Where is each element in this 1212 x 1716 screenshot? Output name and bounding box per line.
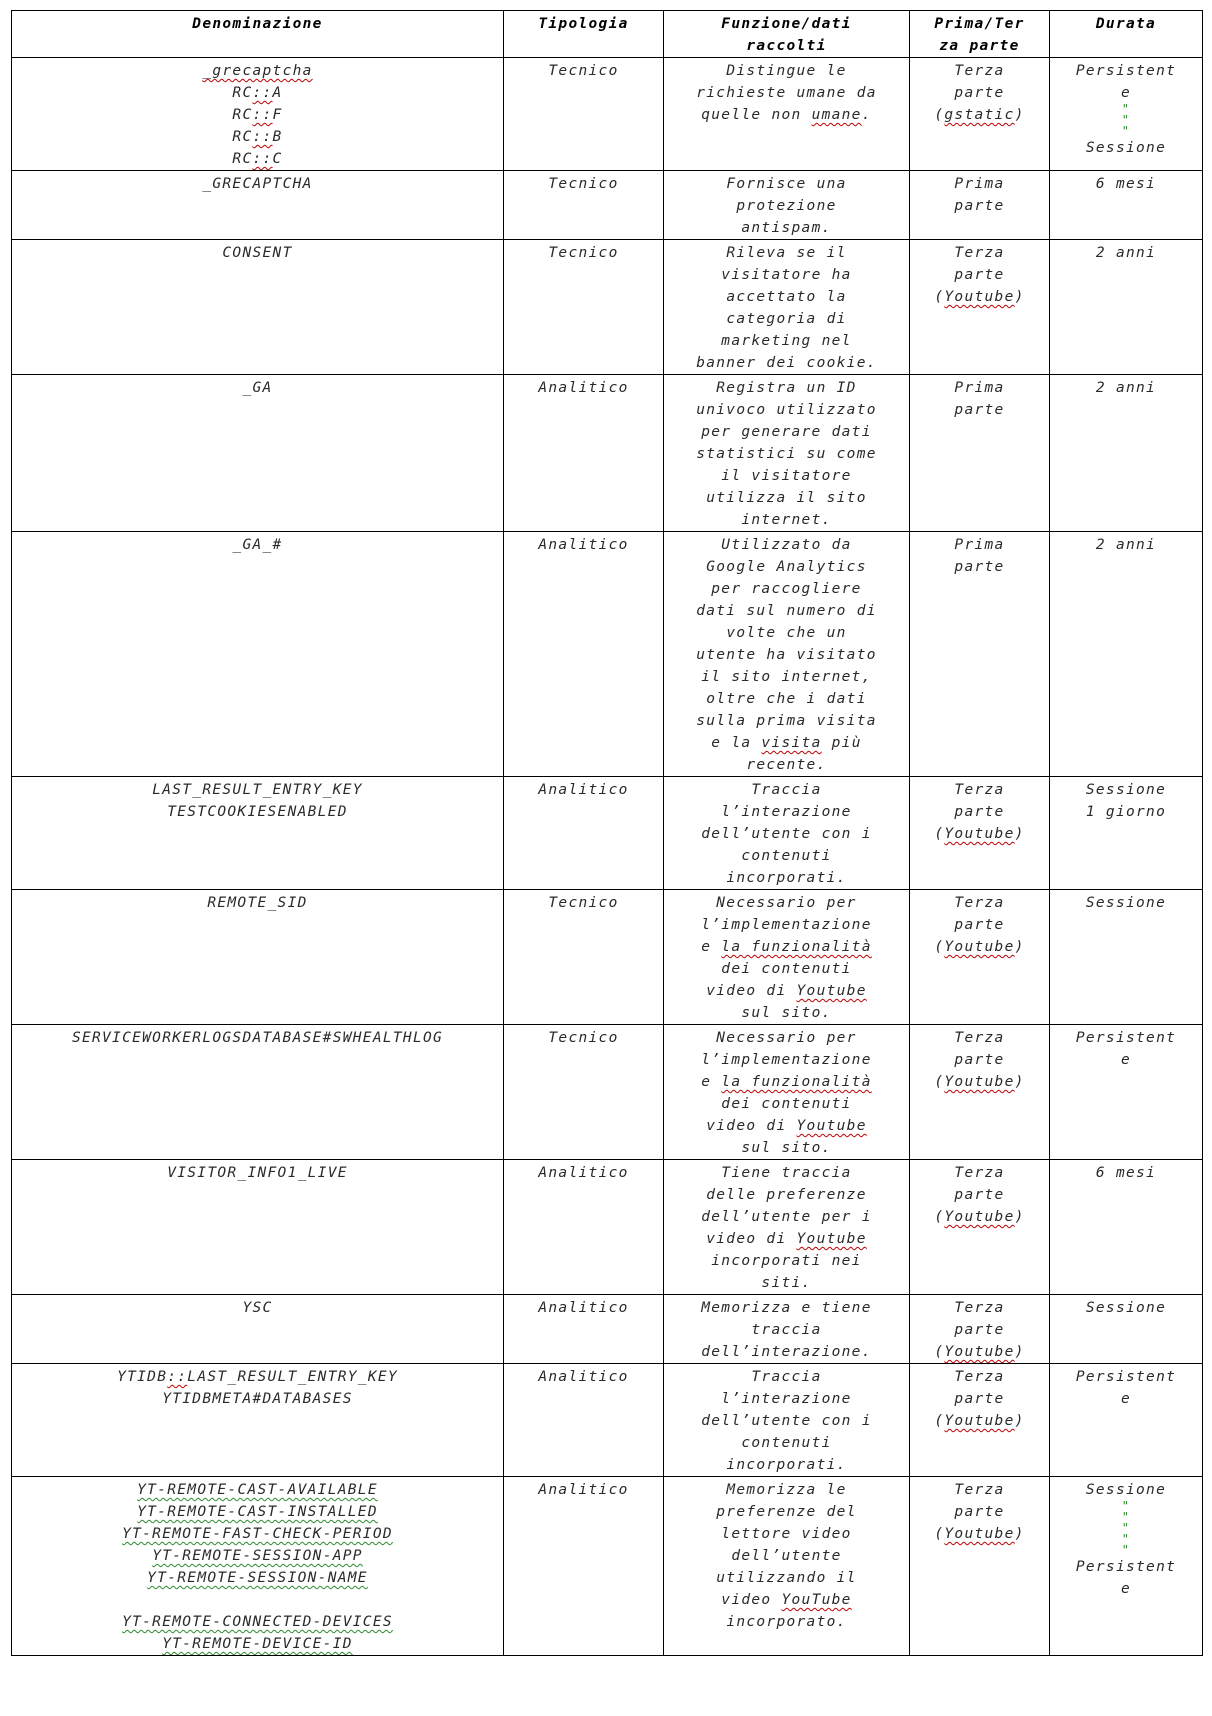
cell-line: Analitico xyxy=(538,1482,629,1498)
cell-line: YT-REMOTE-CONNECTED-DEVICES xyxy=(122,1614,393,1630)
cookie-function-cell xyxy=(664,1025,910,1160)
table-row xyxy=(12,1477,1203,1656)
cell-line: il visitatore xyxy=(721,468,852,484)
cell-line: Analitico xyxy=(538,1369,629,1385)
cell-line: raccolti xyxy=(746,38,827,54)
cell-line: video di Youtube xyxy=(706,1118,867,1134)
cell-line: Funzione/dati xyxy=(721,16,852,32)
cell-line: " xyxy=(1121,113,1131,127)
cell-line: contenuti xyxy=(741,848,832,864)
cell-line: Tiene traccia xyxy=(721,1165,852,1181)
cookie-name-cell xyxy=(12,171,504,240)
cookie-type-cell xyxy=(504,1025,664,1160)
cell-line: LAST_RESULT_ENTRY_KEY xyxy=(152,782,363,798)
table-row xyxy=(12,890,1203,1025)
cell-line: Tecnico xyxy=(548,1030,619,1046)
cell-line: Traccia xyxy=(751,782,822,798)
cell-line: video di Youtube xyxy=(706,983,867,999)
cookie-type-cell xyxy=(504,1295,664,1364)
cell-line: parte xyxy=(954,1391,1005,1407)
cookie-duration-cell xyxy=(1050,1477,1203,1656)
header-prima-terza-parte xyxy=(910,11,1050,58)
cookie-duration-cell xyxy=(1050,1364,1203,1477)
cell-line: Analitico xyxy=(538,1300,629,1316)
cell-line: YT-REMOTE-CAST-AVAILABLE xyxy=(137,1482,378,1498)
cookie-type-cell xyxy=(504,532,664,777)
cookie-name-cell xyxy=(12,1477,504,1656)
cell-line: RC::F xyxy=(232,107,283,123)
cell-line: Distingue le xyxy=(726,63,847,79)
cell-line: recente. xyxy=(746,757,827,773)
cell-line: traccia xyxy=(751,1322,822,1338)
cell-line: parte xyxy=(954,1052,1005,1068)
cookie-party-cell xyxy=(910,375,1050,532)
cookie-duration-cell xyxy=(1050,171,1203,240)
cell-line: _GA_# xyxy=(232,537,283,553)
cell-line: Persistent xyxy=(1075,1369,1177,1385)
cell-line: 1 giorno xyxy=(1085,804,1167,820)
cell-line: quelle non umane. xyxy=(701,107,872,123)
cookie-function-cell xyxy=(664,777,910,890)
cell-line: 2 anni xyxy=(1095,380,1157,396)
cookie-name-cell xyxy=(12,777,504,890)
cell-line: e xyxy=(1120,1391,1132,1407)
cell-line: SERVICEWORKERLOGSDATABASE#SWHEALTHLOG xyxy=(71,1030,444,1046)
cell-line: Prima xyxy=(954,380,1005,396)
cell-line: utilizza il sito xyxy=(706,490,867,506)
cell-line: 2 anni xyxy=(1095,537,1157,553)
cell-line: Google Analytics xyxy=(706,559,867,575)
cell-line: Terza xyxy=(954,63,1005,79)
cell-line: Terza xyxy=(954,1482,1005,1498)
cell-line: Sessione xyxy=(1085,1300,1167,1316)
cookie-type-cell xyxy=(504,58,664,171)
cell-line: Utilizzato da xyxy=(721,537,852,553)
cell-line: incorporati. xyxy=(726,1457,847,1473)
cell-line: (Youtube) xyxy=(934,1413,1025,1429)
cookie-name-cell xyxy=(12,1364,504,1477)
cell-line: (Youtube) xyxy=(934,1344,1025,1360)
cell-line: YSC xyxy=(242,1300,273,1316)
cell-line: YT-REMOTE-FAST-CHECK-PERIOD xyxy=(122,1526,393,1542)
cell-line: parte xyxy=(954,804,1005,820)
cell-line: e la visita più xyxy=(711,735,862,751)
cell-line: richieste umane da xyxy=(696,85,877,101)
cell-line: Tecnico xyxy=(548,245,619,261)
cell-line: per generare dati xyxy=(701,424,872,440)
cell-line: video YouTube xyxy=(721,1592,852,1608)
table-row xyxy=(12,171,1203,240)
cookie-party-cell xyxy=(910,240,1050,375)
cookie-type-cell xyxy=(504,1477,664,1656)
cell-line: parte xyxy=(954,917,1005,933)
cell-line: Memorizza e tiene xyxy=(701,1300,872,1316)
cell-line: " xyxy=(1121,102,1131,116)
cell-line: YTIDBMETA#DATABASES xyxy=(162,1391,353,1407)
cookie-function-cell xyxy=(664,375,910,532)
cell-line: volte che un xyxy=(726,625,847,641)
cookie-party-cell xyxy=(910,1364,1050,1477)
cookie-function-cell xyxy=(664,1160,910,1295)
cell-line: parte xyxy=(954,198,1005,214)
cell-line: Sessione xyxy=(1085,895,1167,911)
header-funzione xyxy=(664,11,910,58)
cell-line: internet. xyxy=(741,512,832,528)
cell-line: visitatore ha xyxy=(721,267,852,283)
cell-line: delle preferenze xyxy=(706,1187,867,1203)
table-row xyxy=(12,1160,1203,1295)
cell-line: Registra un ID xyxy=(716,380,857,396)
cell-line: 2 anni xyxy=(1095,245,1157,261)
cookie-party-cell xyxy=(910,1160,1050,1295)
cell-line: Fornisce una xyxy=(726,176,847,192)
cell-line: e la funzionalità xyxy=(701,1074,872,1090)
cell-line: dell’utente con i xyxy=(701,826,872,842)
cell-line: parte xyxy=(954,402,1005,418)
cell-line: dei contenuti xyxy=(721,1096,852,1112)
cookie-duration-cell xyxy=(1050,1295,1203,1364)
table-row xyxy=(12,1025,1203,1160)
table-row xyxy=(12,532,1203,777)
cell-line: Analitico xyxy=(538,380,629,396)
header-tipologia xyxy=(504,11,664,58)
cell-line: Necessario per xyxy=(716,895,857,911)
cell-line: il sito internet, xyxy=(701,669,872,685)
cell-line: (gstatic) xyxy=(934,107,1025,123)
cell-line: marketing nel xyxy=(721,333,852,349)
cell-line: 6 mesi xyxy=(1095,1165,1157,1181)
cell-line: Tipologia xyxy=(538,16,629,32)
cell-line: e xyxy=(1120,1581,1132,1597)
cell-line: dell’utente con i xyxy=(701,1413,872,1429)
cell-line: VISITOR_INFO1_LIVE xyxy=(167,1165,348,1181)
cell-line: Analitico xyxy=(538,537,629,553)
cell-line xyxy=(16,1589,499,1611)
cookie-name-cell xyxy=(12,532,504,777)
header-denominazione xyxy=(12,11,504,58)
cookie-name-cell xyxy=(12,1295,504,1364)
cell-line: Sessione xyxy=(1085,140,1167,156)
cookie-duration-cell xyxy=(1050,58,1203,171)
cookie-type-cell xyxy=(504,890,664,1025)
cell-line: dei contenuti xyxy=(721,961,852,977)
cell-line: RC::B xyxy=(232,129,283,145)
cell-line: l’interazione xyxy=(721,1391,852,1407)
cell-line: YTIDB::LAST_RESULT_ENTRY_KEY xyxy=(117,1369,398,1385)
table-row xyxy=(12,777,1203,890)
cell-line: sulla prima visita xyxy=(696,713,877,729)
cell-line: protezione xyxy=(736,198,837,214)
cell-line: parte xyxy=(954,85,1005,101)
cell-line: l’interazione xyxy=(721,804,852,820)
table-row xyxy=(12,1364,1203,1477)
cell-line: Terza xyxy=(954,1369,1005,1385)
cell-line: 6 mesi xyxy=(1095,176,1157,192)
cell-line: statistici su come xyxy=(696,446,877,462)
cookie-type-cell xyxy=(504,1160,664,1295)
cell-line: Necessario per xyxy=(716,1030,857,1046)
cookie-type-cell xyxy=(504,375,664,532)
cell-line: sul sito. xyxy=(741,1140,832,1156)
cell-line: contenuti xyxy=(741,1435,832,1451)
cell-line: _GRECAPTCHA xyxy=(202,176,313,192)
cookie-party-cell xyxy=(910,1477,1050,1656)
cookie-function-cell xyxy=(664,171,910,240)
cell-line: Sessione xyxy=(1085,1482,1167,1498)
cell-line: YT-REMOTE-DEVICE-ID xyxy=(162,1636,353,1652)
cell-line: (Youtube) xyxy=(934,289,1025,305)
cell-line: incorporati nei xyxy=(711,1253,862,1269)
cookie-function-cell xyxy=(664,1295,910,1364)
cookie-name-cell xyxy=(12,1025,504,1160)
cell-line: RC::C xyxy=(232,151,283,167)
cell-line: Persistent xyxy=(1075,1559,1177,1575)
cell-line: Terza xyxy=(954,782,1005,798)
cell-line: dell’utente per i xyxy=(701,1209,872,1225)
cell-line: _grecaptcha xyxy=(202,63,313,79)
cell-line: Tecnico xyxy=(548,176,619,192)
cookie-duration-cell xyxy=(1050,1160,1203,1295)
cell-line: YT-REMOTE-SESSION-APP xyxy=(152,1548,363,1564)
cookie-name-cell xyxy=(12,890,504,1025)
cell-line: Durata xyxy=(1095,16,1157,32)
cookie-duration-cell xyxy=(1050,240,1203,375)
cell-line: (Youtube) xyxy=(934,826,1025,842)
cookie-type-cell xyxy=(504,240,664,375)
cell-line: l’implementazione xyxy=(701,917,872,933)
cell-line: e xyxy=(1120,1052,1132,1068)
header-row xyxy=(12,11,1203,58)
cookie-duration-cell xyxy=(1050,777,1203,890)
cell-line: Terza xyxy=(954,895,1005,911)
table-row xyxy=(12,375,1203,532)
cookie-type-cell xyxy=(504,171,664,240)
cell-line: Terza xyxy=(954,1165,1005,1181)
cell-line: parte xyxy=(954,1322,1005,1338)
cookie-party-cell xyxy=(910,171,1050,240)
cell-line: dati sul numero di xyxy=(696,603,877,619)
cookie-duration-cell xyxy=(1050,532,1203,777)
cell-line: l’implementazione xyxy=(701,1052,872,1068)
cell-line: Tecnico xyxy=(548,63,619,79)
cell-line: utilizzando il xyxy=(716,1570,857,1586)
cookie-function-cell xyxy=(664,1364,910,1477)
cell-line: preferenze del xyxy=(716,1504,857,1520)
cell-line: CONSENT xyxy=(222,245,293,261)
cell-line: Sessione xyxy=(1085,782,1167,798)
cell-line: antispam. xyxy=(741,220,832,236)
cookie-function-cell xyxy=(664,1477,910,1656)
cookie-type-cell xyxy=(504,777,664,890)
cell-line: parte xyxy=(954,559,1005,575)
cell-line: " xyxy=(1121,1499,1131,1513)
cell-line: Prima xyxy=(954,176,1005,192)
cell-line: (Youtube) xyxy=(934,1526,1025,1542)
cookie-function-cell xyxy=(664,890,910,1025)
cookie-name-cell xyxy=(12,1160,504,1295)
cell-line: parte xyxy=(954,1504,1005,1520)
cell-line: Persistent xyxy=(1075,1030,1177,1046)
cell-line: Memorizza le xyxy=(726,1482,847,1498)
cookie-type-cell xyxy=(504,1364,664,1477)
cookie-duration-cell xyxy=(1050,1025,1203,1160)
cell-line: " xyxy=(1121,1543,1131,1557)
cell-line: Prima xyxy=(954,537,1005,553)
cookie-table xyxy=(11,10,1203,1656)
cell-line: " xyxy=(1121,124,1131,138)
cell-line: incorporati. xyxy=(726,870,847,886)
cell-line: dell’utente xyxy=(731,1548,842,1564)
cookie-duration-cell xyxy=(1050,890,1203,1025)
cell-line: e la funzionalità xyxy=(701,939,872,955)
table-row xyxy=(12,240,1203,375)
cell-line: (Youtube) xyxy=(934,939,1025,955)
cell-line: accettato la xyxy=(726,289,847,305)
cell-line: categoria di xyxy=(726,311,847,327)
cell-line: banner dei cookie. xyxy=(696,355,877,371)
cell-line: Analitico xyxy=(538,1165,629,1181)
cookie-party-cell xyxy=(910,890,1050,1025)
cell-line: za parte xyxy=(939,38,1020,54)
cell-line: per raccogliere xyxy=(711,581,862,597)
cookie-party-cell xyxy=(910,1295,1050,1364)
cell-line: Terza xyxy=(954,245,1005,261)
cell-line: e xyxy=(1120,85,1132,101)
cell-line: dell’interazione. xyxy=(701,1344,872,1360)
cell-line: incorporato. xyxy=(726,1614,847,1630)
cell-line: Persistent xyxy=(1075,63,1177,79)
cookie-party-cell xyxy=(910,58,1050,171)
cookie-function-cell xyxy=(664,58,910,171)
cell-line: REMOTE_SID xyxy=(207,895,308,911)
cell-line: Tecnico xyxy=(548,895,619,911)
cell-line: Rileva se il xyxy=(726,245,847,261)
cell-line: " xyxy=(1121,1510,1131,1524)
cell-line: Prima/Ter xyxy=(934,16,1025,32)
cell-line: TESTCOOKIESENABLED xyxy=(167,804,348,820)
cell-line: RC::A xyxy=(232,85,283,101)
cell-line: lettore video xyxy=(721,1526,852,1542)
cell-line: parte xyxy=(954,267,1005,283)
cell-line: (Youtube) xyxy=(934,1074,1025,1090)
cell-line: YT-REMOTE-CAST-INSTALLED xyxy=(137,1504,378,1520)
cell-line: " xyxy=(1121,1521,1131,1535)
cell-line: univoco utilizzato xyxy=(696,402,877,418)
cookie-name-cell xyxy=(12,58,504,171)
cookie-name-cell xyxy=(12,375,504,532)
cookie-party-cell xyxy=(910,777,1050,890)
cell-line: siti. xyxy=(761,1275,812,1291)
cell-line: YT-REMOTE-SESSION-NAME xyxy=(147,1570,368,1586)
cell-line: (Youtube) xyxy=(934,1209,1025,1225)
cell-line: sul sito. xyxy=(741,1005,832,1021)
cell-line: oltre che i dati xyxy=(706,691,867,707)
cell-line: video di Youtube xyxy=(706,1231,867,1247)
cell-line: Terza xyxy=(954,1030,1005,1046)
cell-line: Denominazione xyxy=(192,16,323,32)
cookie-function-cell xyxy=(664,532,910,777)
cell-line: Traccia xyxy=(751,1369,822,1385)
table-row xyxy=(12,1295,1203,1364)
cookie-name-cell xyxy=(12,240,504,375)
cell-line: Analitico xyxy=(538,782,629,798)
cell-line: Terza xyxy=(954,1300,1005,1316)
header-durata xyxy=(1050,11,1203,58)
cell-line: _GA xyxy=(242,380,273,396)
cookie-table-container xyxy=(11,10,1203,1656)
table-row xyxy=(12,58,1203,171)
cell-line: utente ha visitato xyxy=(696,647,877,663)
cell-line: " xyxy=(1121,1532,1131,1546)
cell-line: parte xyxy=(954,1187,1005,1203)
cookie-party-cell xyxy=(910,1025,1050,1160)
cookie-function-cell xyxy=(664,240,910,375)
cookie-duration-cell xyxy=(1050,375,1203,532)
cookie-party-cell xyxy=(910,532,1050,777)
